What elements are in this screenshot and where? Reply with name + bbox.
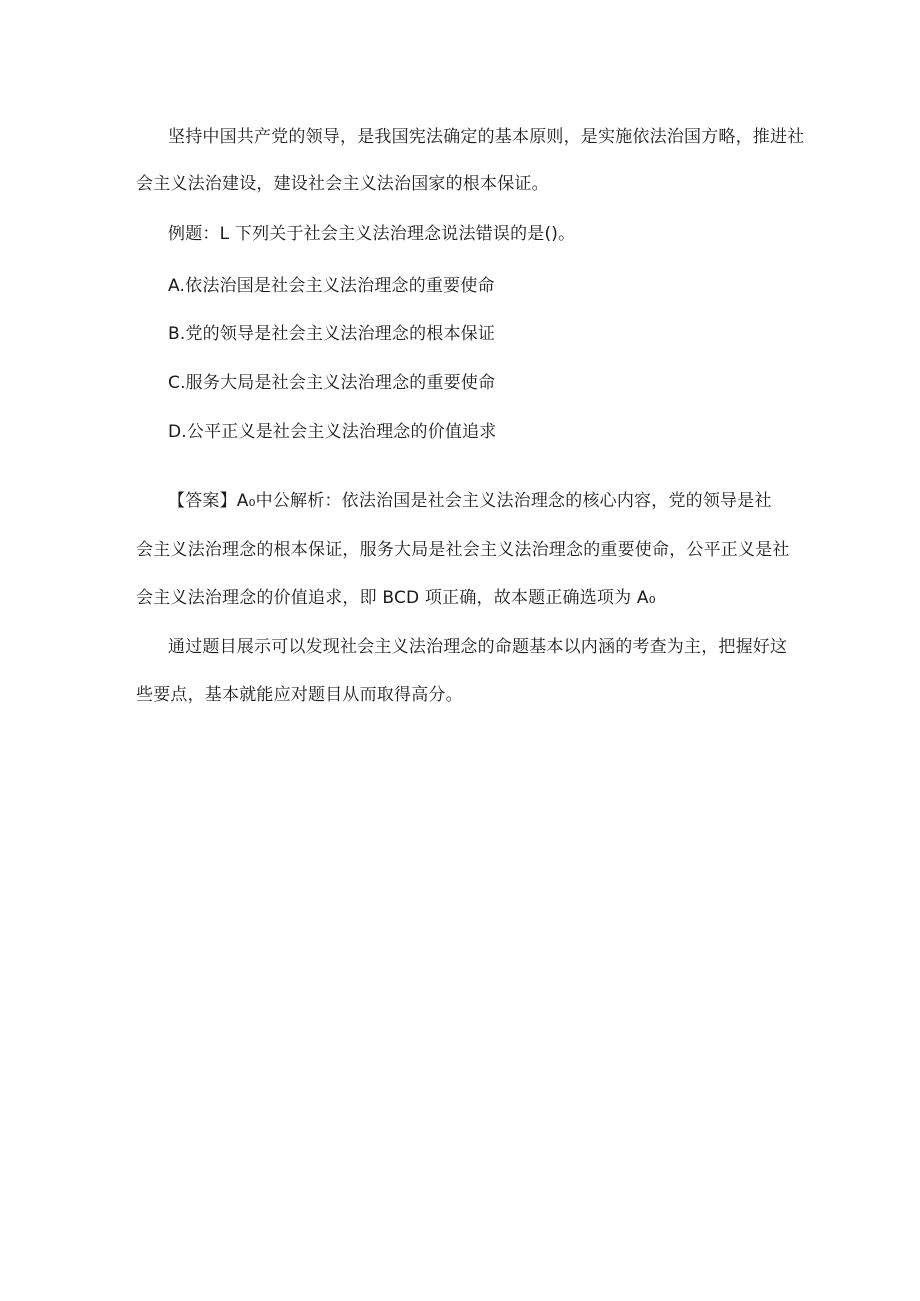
option-a: A.依法治国是社会主义法治理念的重要使命 [168, 276, 495, 296]
paragraph-2-line-1: 通过题目展示可以发现社会主义法治理念的命题基本以内涵的考查为主，把握好这 [168, 637, 788, 657]
option-c: C.服务大局是社会主义法治理念的重要使命 [168, 373, 496, 393]
answer-line-2: 会主义法治理念的根本保证，服务大局是社会主义法治理念的重要使命，公平正义是社 [136, 540, 790, 560]
question-stem: 例题：L 下列关于社会主义法治理念说法错误的是()。 [168, 224, 576, 244]
answer-line-3: 会主义法治理念的价值追求，即 BCD 项正确，故本题正确选项为 A₀ [136, 588, 656, 608]
paragraph-1-line-1: 坚持中国共产党的领导，是我国宪法确定的基本原则，是实施依法治国方略，推进社 [168, 127, 805, 147]
paragraph-2-line-2: 些要点，基本就能应对题目从而取得高分。 [136, 685, 463, 705]
paragraph-1-line-2: 会主义法治建设，建设社会主义法治国家的根本保证。 [136, 174, 549, 194]
option-b: B.党的领导是社会主义法治理念的根本保证 [168, 324, 496, 344]
option-d: D.公平正义是社会主义法治理念的价值追求 [168, 422, 497, 442]
answer-line-1: 【答案】A₀中公解析：依法治国是社会主义法治理念的核心内容，党的领导是社 [168, 491, 772, 511]
